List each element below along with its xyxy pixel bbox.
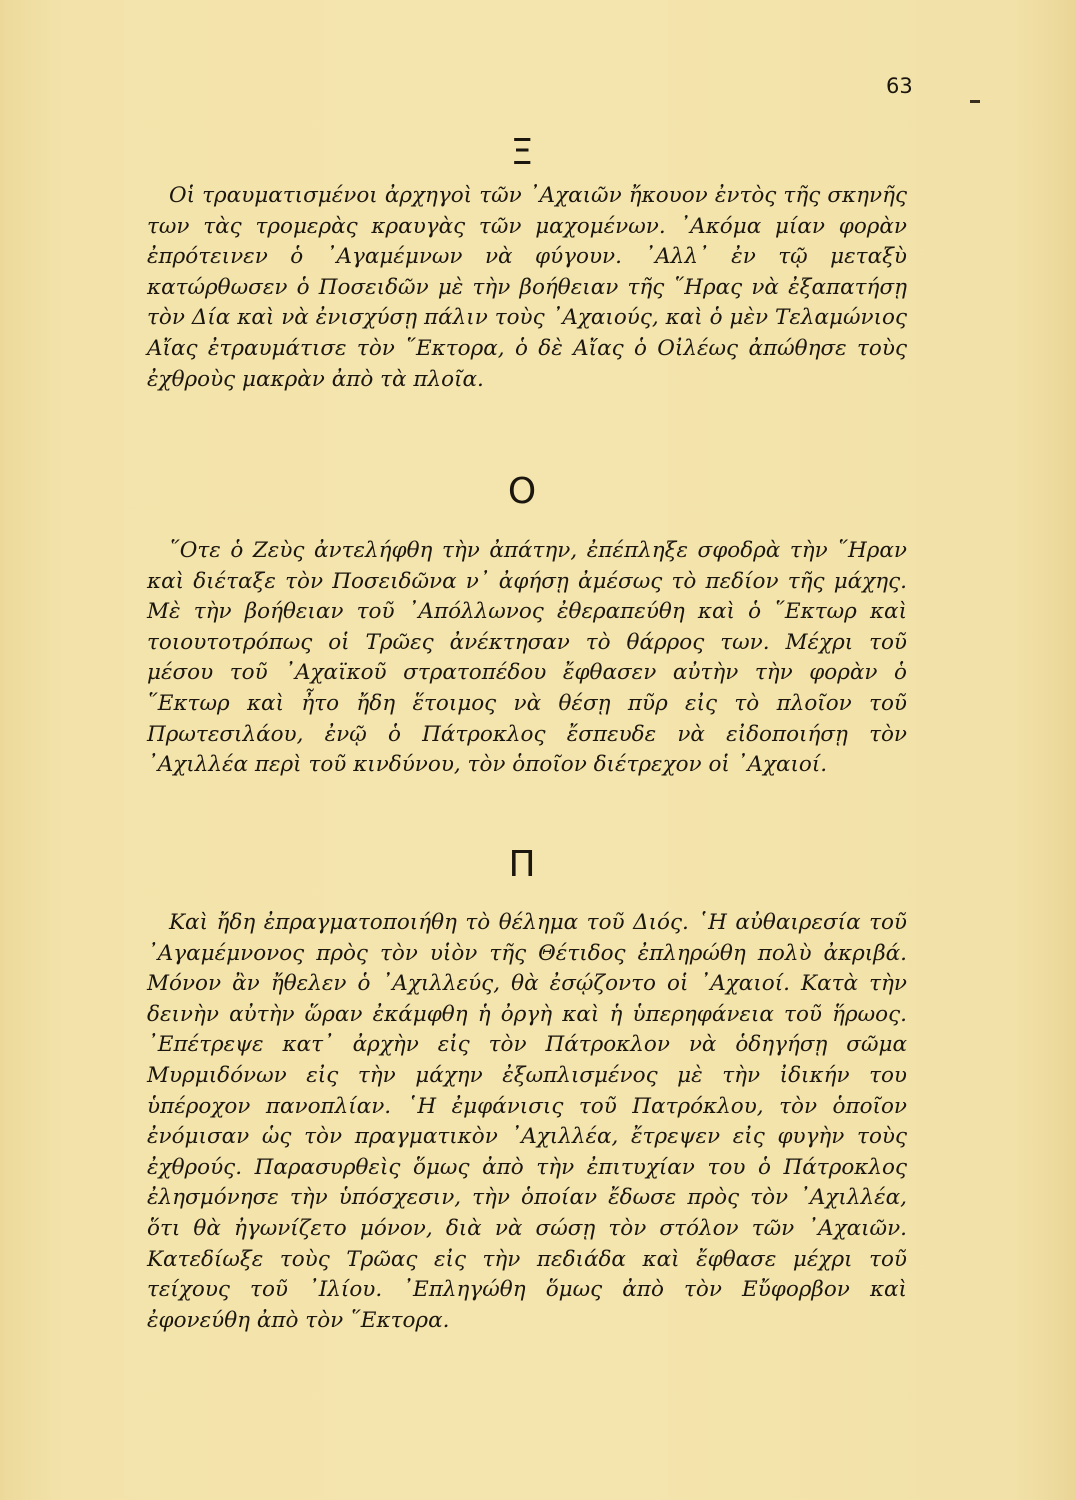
section-paragraph-xi: Οἱ τραυματισμένοι ἀρχηγοὶ τῶν ᾿Αχαιῶν ἤκουον ἐντὸς τῆς σκηνῆς των τὰς τρομερὰς κραυγὰς τῶν μαχομένων. ᾿Ακόμα μίαν φορὰν ἐπρότεινεν ὁ ᾿Αγαμέμνων νὰ φύγουν. ᾿Αλλ᾿ ἐν τῷ μεταξὺ κατώρθωσεν ὁ Ποσειδῶν μὲ τὴν βοήθειαν τῆς ῞Ηρας νὰ ἐξαπατήσῃ τὸν Δία καὶ νὰ ἐνισχύσῃ πάλιν τοὺς ᾿Αχαιούς, καὶ ὁ μὲν Τελαμώνιος Αἴας ἐτραυμάτισε τὸν ῞Εκτορα, ὁ δὲ Αἴας ὁ Οἰλέως ἀπώθησε τοὺς ἐχθροὺς μακρὰν ἀπὸ τὰ πλοῖα. [147,183,907,392]
section-heading-omicron: Ο [507,471,537,512]
section-paragraph-omicron: ῞Οτε ὁ Ζεὺς ἀντελήφθη τὴν ἀπάτην, ἐπέπληξε σφοδρὰ τὴν ῞Ηραν καὶ διέταξε τὸν Ποσειδῶνα ν᾿ ἀφήσῃ ἀμέσως τὸ πεδίον τῆς μάχης. Μὲ τὴν βοήθειαν τοῦ ᾿Απόλλωνος ἐθεραπεύθη καὶ ὁ ῞Εκτωρ καὶ τοιουτοτρόπως οἱ Τρῶες ἀνέκτησαν τὸ θάρρος των. Μέχρι τοῦ μέσου τοῦ ᾿Αχαϊκοῦ στρατοπέδου ἔφθασεν αὐτὴν τὴν φορὰν ὁ ῞Εκτωρ καὶ ἦτο ἤδη ἕτοιμος νὰ θέσῃ πῦρ εἰς τὸ πλοῖον τοῦ Πρωτεσιλάου, ἐνῷ ὁ Πάτροκλος ἔσπευδε νὰ εἰδοποιήσῃ τὸν ᾿Αχιλλέα περὶ τοῦ κινδύνου, τὸν ὁποῖον διέτρεχον οἱ ᾿Αχαιοί. [147,538,907,778]
section-paragraph-pi: Καὶ ἤδη ἐπραγματοποιήθη τὸ θέλημα τοῦ Διός. ῾Η αὐθαιρεσία τοῦ ᾿Αγαμέμνονος πρὸς τὸν υἱὸν τῆς Θέτιδος ἐπληρώθη πολὺ ἀκριβά. Μόνον ἂν ἤθελεν ὁ ᾿Αχιλλεύς, θὰ ἐσῴζοντο οἱ ᾿Αχαιοί. Κατὰ τὴν δεινὴν αὐτὴν ὥραν ἐκάμφθη ἡ ὀργὴ καὶ ἡ ὑπερηφάνεια τοῦ ἥρωος. ᾿Επέτρεψε κατ᾿ ἀρχὴν εἰς τὸν Πάτροκλον νὰ ὁδηγήσῃ σῶμα Μυρμιδόνων εἰς τὴν μάχην ἐξωπλισμένος μὲ τὴν ἰδικήν του ὑπέροχον πανοπλίαν. ῾Η ἐμφάνισις τοῦ Πατρόκλου, τὸν ὁποῖον ἐνόμισαν ὡς τὸν πραγματικὸν ᾿Αχιλλέα, ἔτρεψεν εἰς φυγὴν τοὺς ἐχθρούς. Παρασυρθεὶς ὅμως ἀπὸ τὴν ἐπιτυχίαν του ὁ Πάτροκλος ἐλησμόνησε τὴν ὑπόσχεσιν, τὴν ὁποίαν ἔδωσε πρὸς τὸν ᾿Αχιλλέα, ὅτι θὰ ἠγωνίζετο μόνον, διὰ νὰ σώσῃ τὸν στόλον τῶν ᾿Αχαιῶν. Κατεδίωξε τοὺς Τρῶας εἰς τὴν πεδιάδα καὶ ἔφθασε μέχρι τοῦ τείχους τοῦ ᾿Ιλίου. ᾿Επληγώθη ὅμως ἀπὸ τὸν Εὔφορβον καὶ ἐφονεύθη ἀπὸ τὸν ῞Εκτορα. [147,910,907,1333]
page-number: 63 [886,74,913,98]
section-heading-pi: Π [508,844,536,885]
section-heading-xi: Ξ [510,132,534,173]
margin-mark [970,100,980,103]
